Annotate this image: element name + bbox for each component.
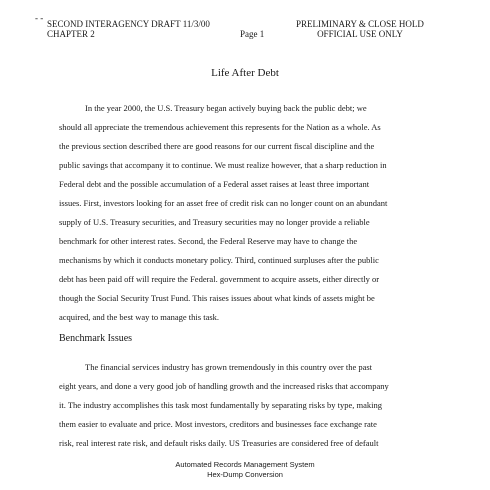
page-number: Page 1: [240, 29, 265, 39]
paragraph-benchmark: [59, 358, 442, 453]
paragraph-line: supply of U.S. Treasury securities, and Treasury securities may no longer provide a reliable: [59, 217, 370, 227]
paragraph-line: risk, real interest rate risk, and default risks daily. US Treasuries are considered free of default: [59, 438, 379, 448]
classification-label: PRELIMINARY & CLOSE HOLD: [296, 19, 424, 29]
header-left: [47, 19, 210, 39]
paragraph-line: eight years, and done a very good job of handling growth and the increased risks that accompany: [59, 381, 389, 391]
paragraph-line: it. The industry accomplishes this task most fundamentally by separating risks by type, making: [59, 400, 383, 410]
paragraph-intro: [59, 99, 442, 327]
official-use-label: OFFICIAL USE ONLY: [317, 29, 403, 39]
scan-mark: - -: [35, 13, 44, 23]
paragraph-line: issues. First, investors looking for an asset free of credit risk can no longer count on an abundant: [59, 198, 388, 208]
footer-system-label: Automated Records Management System: [175, 460, 315, 469]
chapter-label: CHAPTER 2: [47, 29, 95, 39]
paragraph-line: though the Social Security Trust Fund. This raises issues about what kinds of assets might be: [59, 293, 375, 303]
draft-label: SECOND INTERAGENCY DRAFT 11/3/00: [47, 19, 210, 29]
paragraph-line: the previous section described there are good reasons for our current fiscal discipline and the: [59, 141, 375, 151]
footer: [0, 460, 490, 480]
paragraph-line: them easier to evaluate and price. Most investors, creditors and businesses face exchange rate: [59, 419, 377, 429]
page-title: Life After Debt: [211, 67, 279, 79]
paragraph-line: The financial services industry has grown tremendously in this country over the past: [85, 362, 373, 372]
paragraph-line: Federal debt and the possible accumulation of a Federal asset raises at least three important: [59, 179, 370, 189]
paragraph-line: public savings that accompany it to continue. We must realize however, that a sharp reduction in: [59, 160, 387, 170]
paragraph-line: mechanisms by which it conducts monetary policy. Third, continued surpluses after the public: [59, 255, 379, 265]
footer-conversion-label: Hex-Dump Conversion: [207, 470, 283, 479]
paragraph-line: acquired, and the best way to manage this task.: [59, 312, 220, 322]
paragraph-line: In the year 2000, the U.S. Treasury began actively buying back the public debt; we: [85, 103, 367, 113]
section-heading: Benchmark Issues: [59, 333, 133, 344]
paragraph-line: benchmark for other interest rates. Second, the Federal Reserve may have to change the: [59, 236, 358, 246]
paragraph-line: debt has been paid off will require the Federal. government to acquire assets, either directly or: [59, 274, 380, 284]
paragraph-line: should all appreciate the tremendous achievement this represents for the Nation as a whole. As: [59, 122, 381, 132]
header-right: [296, 19, 424, 39]
